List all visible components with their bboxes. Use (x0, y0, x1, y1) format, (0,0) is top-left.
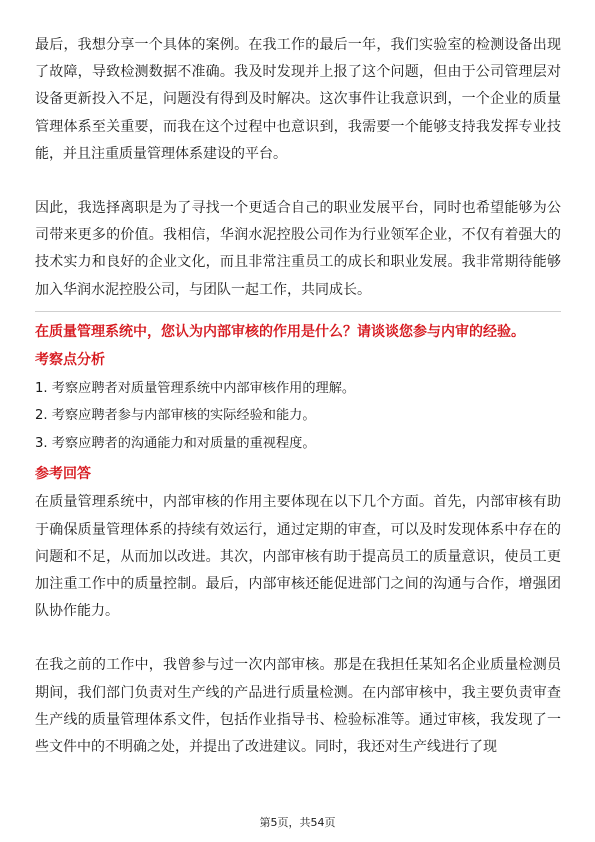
intro-paragraph-2: 因此，我选择离职是为了寻找一个更适合自己的职业发展平台，同时也希望能够为公司带来更多的价值。我相信，华润水泥控股公司作为行业领军企业，不仅有着强大的技术实力和良好的企业文化，而且非常注重员工的成长和职业发展。我非常期待能够加入华润水泥控股公司，与团队一起工作，共同成长。 (35, 200, 561, 298)
section-divider (35, 311, 561, 312)
intro-paragraph-1: 最后，我想分享一个具体的案例。在我工作的最后一年，我们实验室的检测设备出现了故障，导致检测数据不准确。我及时发现并上报了这个问题，但由于公司管理层对设备更新投入不足，问题没有得到及时解决。这次事件让我意识到，一个企业的质量管理体系至关重要，而我在这个过程中也意识到，我需要一个能够支持我发挥专业技能，并且注重质量管理体系建设的平台。 (35, 37, 561, 162)
analysis-point: 1. 考察应聘者对质量管理系统中内部审核作用的理解。 (35, 380, 356, 396)
page-number-footer: 第5页，共54页 (259, 816, 336, 829)
paragraph-spacer (35, 625, 561, 652)
interview-question: 在质量管理系统中，您认为内部审核的作用是什么？请谈谈您参与内审的经验。 (35, 323, 525, 340)
analysis-title: 考察点分析 (35, 351, 105, 368)
paragraph-spacer (35, 168, 561, 195)
analysis-points (35, 375, 561, 458)
analysis-point: 3. 考察应聘者的沟通能力和对质量的重视程度。 (35, 435, 316, 451)
document-page (35, 32, 561, 761)
answer-paragraph-1: 在质量管理系统中，内部审核的作用主要体现在以下几个方面。首先，内部审核有助于确保质量管理体系的持续有效运行，通过定期的审查，可以及时发现体系中存在的问题和不足，从而加以改进。其次，内部审核有助于提高员工的质量意识，使员工更加注重工作中的质量控制。最后，内部审核还能促进部门之间的沟通与合作，增强团队协作能力。 (35, 494, 561, 620)
answer-title: 参考回答 (35, 466, 91, 483)
analysis-point: 2. 考察应聘者参与内部审核的实际经验和能力。 (35, 408, 316, 424)
answer-paragraph-2: 在我之前的工作中，我曾参与过一次内部审核。那是在我担任某知名企业质量检测员期间，我们部门负责对生产线的产品进行质量检测。在内部审核中，我主要负责审查生产线的质量管理体系文件，包括作业指导书、检验标准等。通过审核，我发现了一些文件中的不明确之处，并提出了改进建议。同时，我还对生产线进行了现 (35, 657, 561, 755)
